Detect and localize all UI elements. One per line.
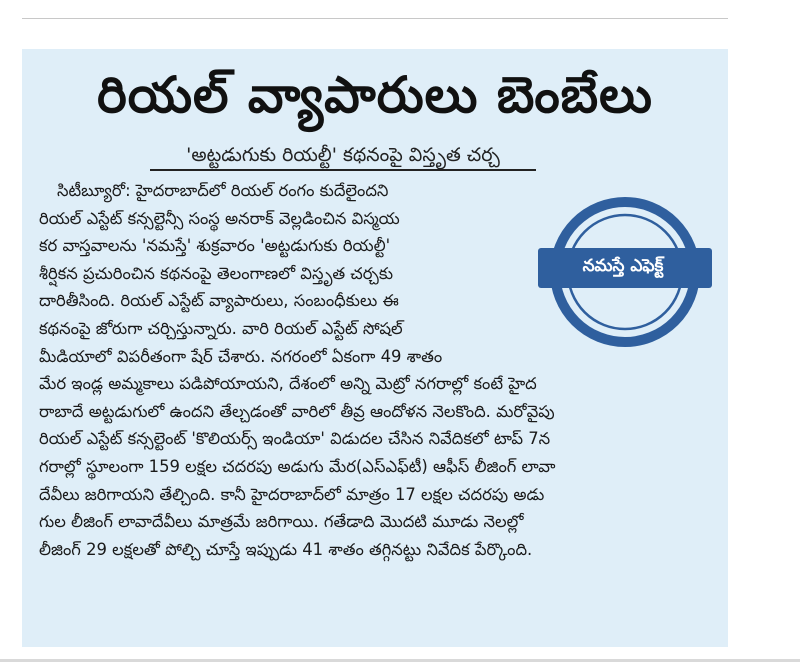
article-line: గరాల్లో స్థూలంగా 159 లక్షల చదరపు అడుగు మేర(ఎస్‌ఎఫ్‌టీ) ఆఫీస్ లీజింగ్ లావా [39,456,556,476]
article-line: రాబాదే అట్టడుగులో ఉందని తేల్చడంతో వారిలో తీవ్ర ఆందోళన నెలకొంది. మరోవైపు [39,401,555,421]
article-line: గుల లీజింగ్ లావాదేవీలు మాత్రమే జరిగాయి. గతేడాది మొదటి మూడు నెలల్లో [39,512,524,532]
namaste-effect-stamp [534,192,712,356]
article-line: సిటీబ్యూరో: హైదరాబాద్‌లో రియల్ రంగం కుదేలైందని [57,181,389,200]
subheadline: 'అట్టడుగుకు రియల్టీ' కథనంపై విస్తృత చర్చ [150,141,536,171]
article-line: లీజింగ్ 29 లక్షలతో పోల్చి చూస్తే ఇప్పుడు 41 శాతం తగ్గినట్టు నివేదిక పేర్కొంది. [39,539,533,559]
news-clipping [22,49,728,647]
article-line: రియల్ ఎస్టేట్ కన్సల్టెన్సీ సంస్థ అనరాక్ వెల్లడించిన విస్మయ [39,208,400,228]
article-line: మీడియాలో విపరీతంగా షేర్ చేశారు. నగరంలో ఏకంగా 49 శాతం [39,346,443,366]
stamp-label: నమస్తే ఎఫెక్ట్ [582,256,664,276]
article-line: దారితీసింది. రియల్ ఎస్టేట్ వ్యాపారులు, సంబంధీకులు ఈ [39,291,399,311]
article-line: కర వాస్తవాలను 'నమస్తే' శుక్రవారం 'అట్టడుగుకు రియల్టీ' [39,236,391,256]
article-line: శీర్షికన ప్రచురించిన కథనంపై తెలంగాణలో విస్తృత చర్చకు [39,263,394,283]
top-divider [22,18,728,19]
headline: రియల్ వ్యాపారులు బెంబేలు [97,66,653,124]
article-line: కథనంపై జోరుగా చర్చిస్తున్నారు. వారి రియల్ ఎస్టేట్ సోషల్ [39,318,403,338]
bottom-divider [0,659,800,662]
article-line: రియల్ ఎస్టేట్ కన్సల్టెంట్ 'కొలియర్స్ ఇండియా' విడుదల చేసిన నివేదికలో టాప్ 7న [39,429,551,449]
article-line: మేర ఇండ్ల అమ్మకాలు పడిపోయాయని, దేశంలో అన్ని మెట్రో నగరాల్లో కంటే హైద [39,374,537,394]
article-line: దేవీలు జరిగాయని తేల్చింది. కానీ హైదరాబాద్‌లో మాత్రం 17 లక్షల చదరపు అడు [39,484,545,504]
